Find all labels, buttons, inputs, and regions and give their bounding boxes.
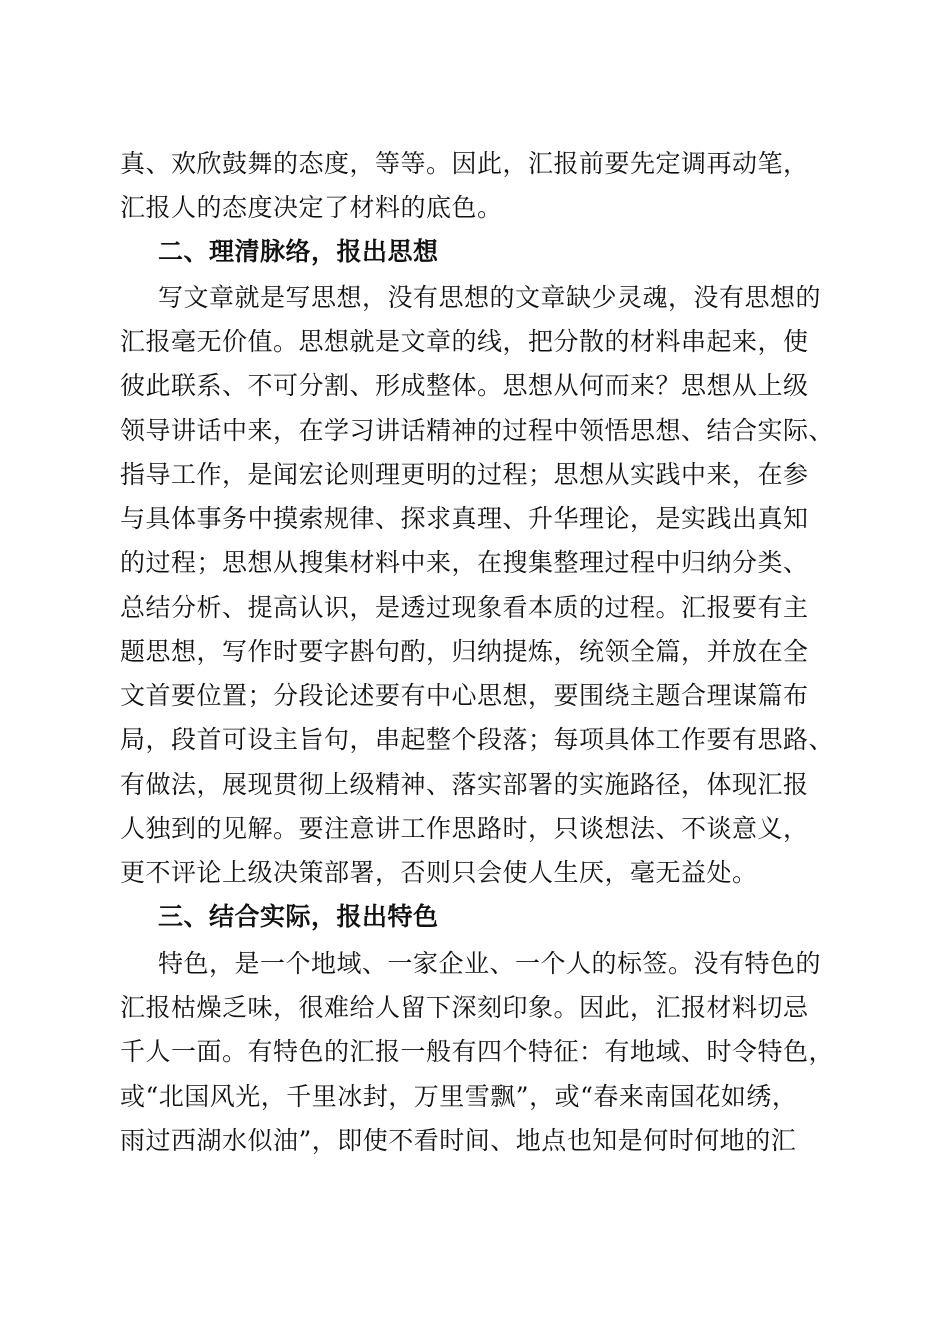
text-line: 领导讲话中来，在学习讲话精神的过程中领悟思想、结合实际、 xyxy=(120,416,835,445)
paragraph-first-line: 写文章就是写思想，没有思想的文章缺少灵魂，没有思想的 xyxy=(158,283,822,312)
text-line: 有做法，展现贯彻上级精神、落实部署的实施路径，体现汇报 xyxy=(120,770,809,799)
text-line: 与具体事务中摸索规律、探求真理、升华理论，是实践出真知 xyxy=(120,504,809,533)
paragraph-first-line: 特色，是一个地域、一家企业、一个人的标签。没有特色的 xyxy=(158,949,822,978)
section-heading: 二、理清脉络，报出思想 xyxy=(158,237,439,266)
text-line: 彼此联系、不可分割、形成整体。思想从何而来？思想从上级 xyxy=(120,371,809,400)
section-heading: 三、结合实际，报出特色 xyxy=(158,902,439,931)
text-line: 汇报毫无价值。思想就是文章的线，把分散的材料串起来，使 xyxy=(120,327,809,356)
text-line: 或“北国风光，千里冰封，万里雪飘”，或“春来南国花如绣， xyxy=(120,1082,798,1111)
text-line: 文首要位置；分段论述要有中心思想，要围绕主题合理谋篇布 xyxy=(120,681,809,710)
text-line: 总结分析、提高认识，是透过现象看本质的过程。汇报要有主 xyxy=(120,593,809,622)
text-line: 题思想，写作时要字斟句酌，归纳提炼，统领全篇，并放在全 xyxy=(120,637,809,666)
text-line: 更不评论上级决策部署，否则只会使人生厌，毫无益处。 xyxy=(120,858,758,887)
text-line: 的过程；思想从搜集材料中来，在搜集整理过程中归纳分类、 xyxy=(120,548,809,577)
text-line: 局，段首可设主旨句，串起整个段落；每项具体工作要有思路、 xyxy=(120,725,835,754)
text-line: 雨过西湖水似油”，即使不看时间、地点也知是何时何地的汇 xyxy=(120,1126,797,1155)
text-line: 千人一面。有特色的汇报一般有四个特征：有地域、时令特色， xyxy=(120,1037,835,1066)
text-line: 人独到的见解。要注意讲工作思路时，只谈想法、不谈意义， xyxy=(120,814,809,843)
text-line: 真、欢欣鼓舞的态度，等等。因此，汇报前要先定调再动笔， xyxy=(120,149,809,178)
text-line: 指导工作，是闻宏论则理更明的过程；思想从实践中来，在参 xyxy=(120,460,809,489)
text-line: 汇报人的态度决定了材料的底色。 xyxy=(120,193,503,222)
text-line: 汇报枯燥乏味，很难给人留下深刻印象。因此，汇报材料切忌 xyxy=(120,993,809,1022)
